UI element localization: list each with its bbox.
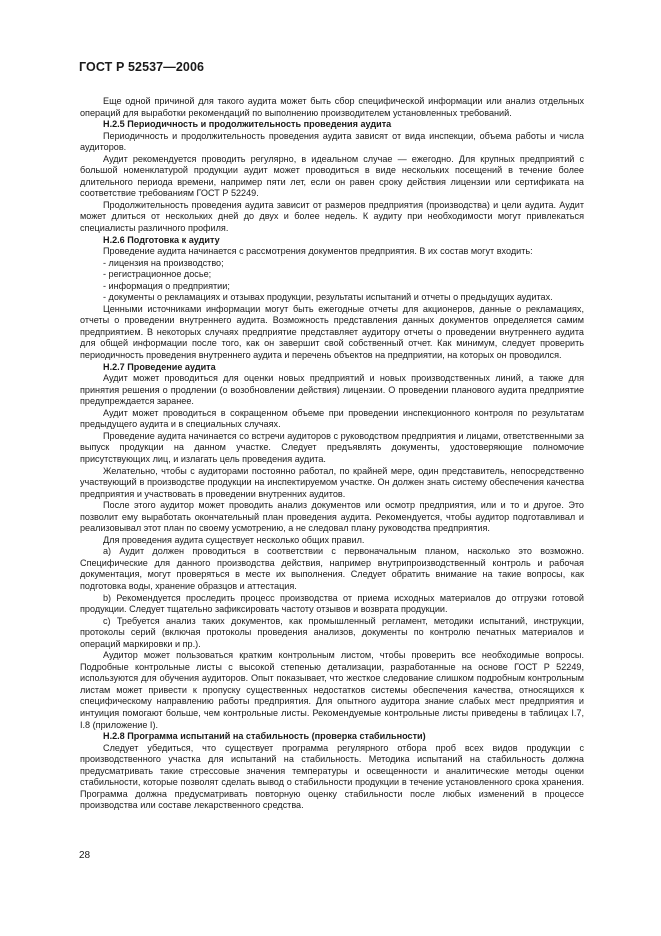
paragraph: Аудит может проводиться для оценки новых предприятий и новых производственных линий, а также для принятия решения о продлении (о возобновлении действия) лицензии. О проведении планового аудита предприятие предупреждается заранее. <box>80 373 584 407</box>
document-header: ГОСТ Р 52537—2006 <box>79 60 205 74</box>
paragraph: Для проведения аудита существует несколько общих правил. <box>103 534 365 545</box>
page-number: 28 <box>79 850 91 861</box>
paragraph: b) Рекомендуется проследить процесс производства от приема исходных материалов до отгрузки готовой продукции. Следует тщательно зафиксировать частоту отзывов и возврата продукции. <box>80 592 584 615</box>
paragraph: Проведение аудита начинается со встречи аудиторов с руководством предприятия и лицами, ответственными за выпуск продукции на данном участке. Следует предъявлять документы, удостоверяющие полномочие присутствующих лиц, и излагать цель проведения аудита. <box>80 430 584 464</box>
paragraph: c) Требуется анализ таких документов, как промышленный регламент, методики испытаний, инструкции, протоколы серий (включая протоколы проведения анализов, документы по контролю печатных материалов и операций маркировки и пр.). <box>80 615 584 649</box>
document-body <box>80 96 584 812</box>
paragraph: Продолжительность проведения аудита зависит от размеров предприятия (производства) и цели аудита. Аудит может длиться от нескольких дней до двух и более недель. К аудиту при необходимости могут привлекаться специалисты различного профиля. <box>80 199 584 234</box>
section-heading: Н.2.5 Периодичность и продолжительность проведения аудита <box>103 119 392 130</box>
list-item: - информация о предприятии; <box>103 280 230 291</box>
paragraph: Периодичность и продолжительность проведения аудита зависят от вида инспекции, объема работы и числа аудиторов. <box>80 130 584 153</box>
paragraph: Проведение аудита начинается с рассмотрения документов предприятия. В их состав могут входить: <box>103 246 533 257</box>
list-item: - регистрационное досье; <box>103 269 212 280</box>
list-item: - лицензия на производство; <box>103 257 224 268</box>
section-heading: Н.2.7 Проведение аудита <box>103 361 216 372</box>
paragraph: Ценными источниками информации могут быть ежегодные отчеты для акционеров, данные о рекламациях, отчеты о проведении внутреннего аудита. Возможность представления данных документов определяется самим предприятием. В некоторых случаях предприятие представляет аудитору отчеты о проведении внутреннего аудита для общей информации после того, как он завершит свой собственный отчет. Как минимум, следует проверить периодичность проведения внутреннего аудита и перечень объектов на предприятии, на которых он проводился. <box>80 303 584 361</box>
paragraph: Аудит рекомендуется проводить регулярно, в идеальном случае — ежегодно. Для крупных предприятий с большой номенклатурой продукции аудит может проводиться в виде нескольких посещений в течение более длительного периода времени, например пяти лет, если он равен сроку действия лицензии или сертификата на соответствие требованиям ГОСТ Р 52249. <box>80 153 584 199</box>
paragraph: Следует убедиться, что существует программа регулярного отбора проб всех видов продукции с производственного участка для испытаний на стабильность. Методика испытаний на стабильность должна предусматривать такие стрессовые значения температуры и освещенности и аналитические методы оценки стабильности, которые позволят сделать вывод о стабильности продукции в течение установленного срока хранения. Программа должна предусматривать повторную оценку стабильности после любых изменений в процессе производства или составе лекарственного средства. <box>80 742 584 811</box>
paragraph: a) Аудит должен проводиться в соответствии с первоначальным планом, насколько это возможно. Специфические для данного производства действия, например внутрипроизводственный контроль и рабочая документация, могут проверяться в месте их выполнения. Следует обратить внимание на такие вопросы, как подготовка воды, хранение образцов и аттестация. <box>80 546 584 591</box>
section-heading: Н.2.6 Подготовка к аудиту <box>103 234 220 245</box>
paragraph: Аудит может проводиться в сокращенном объеме при проведении инспекционного контроля по результатам предыдущего аудита и в специальных случаях. <box>80 407 584 430</box>
paragraph: Желательно, чтобы с аудиторами постоянно работал, по крайней мере, один представитель, непосредственно участвующий в производстве продукции на инспектируемом участке. Он должен знать систему обеспечения качества предприятия и участвовать в проведении внутренних аудитов. <box>80 465 584 499</box>
list-item: - документы о рекламациях и отзывах продукции, результаты испытаний и отчеты о предыдущих аудитах. <box>103 292 553 303</box>
section-heading: Н.2.8 Программа испытаний на стабильность (проверка стабильности) <box>103 731 426 742</box>
paragraph: Аудитор может пользоваться кратким контрольным листом, чтобы проверить все необходимые вопросы. Подробные контрольные листы с высокой степенью детализации, разработанные на основе ГОСТ Р 52249, используются для обучения аудиторов. Опыт показывает, что жесткое следование слишком подробным контрольным листам может привести к пропуску существенных недостатков системы обеспечения качества, относящихся к специфическому направлению работы предприятия. Для опытного аудитора знание слабых мест предприятия и интуиция помогают больше, чем контрольные листы. Рекомендуемые контрольные листы приведены в таблицах I.7, I.8 (приложение I). <box>80 650 584 730</box>
paragraph: После этого аудитор может проводить анализ документов или осмотр предприятия, или и то и другое. Это позволит ему выработать окончательный план проведения аудита. Рекомендуется, чтобы аудитор подготавливал и реализовывал этот план по своему усмотрению, а не следовал плану руководства предприятия. <box>80 500 584 534</box>
paragraph: Еще одной причиной для такого аудита может быть сбор специфической информации или анализ отдельных операций для выработки рекомендаций по выполнению производителем установленных требований. <box>80 96 584 118</box>
